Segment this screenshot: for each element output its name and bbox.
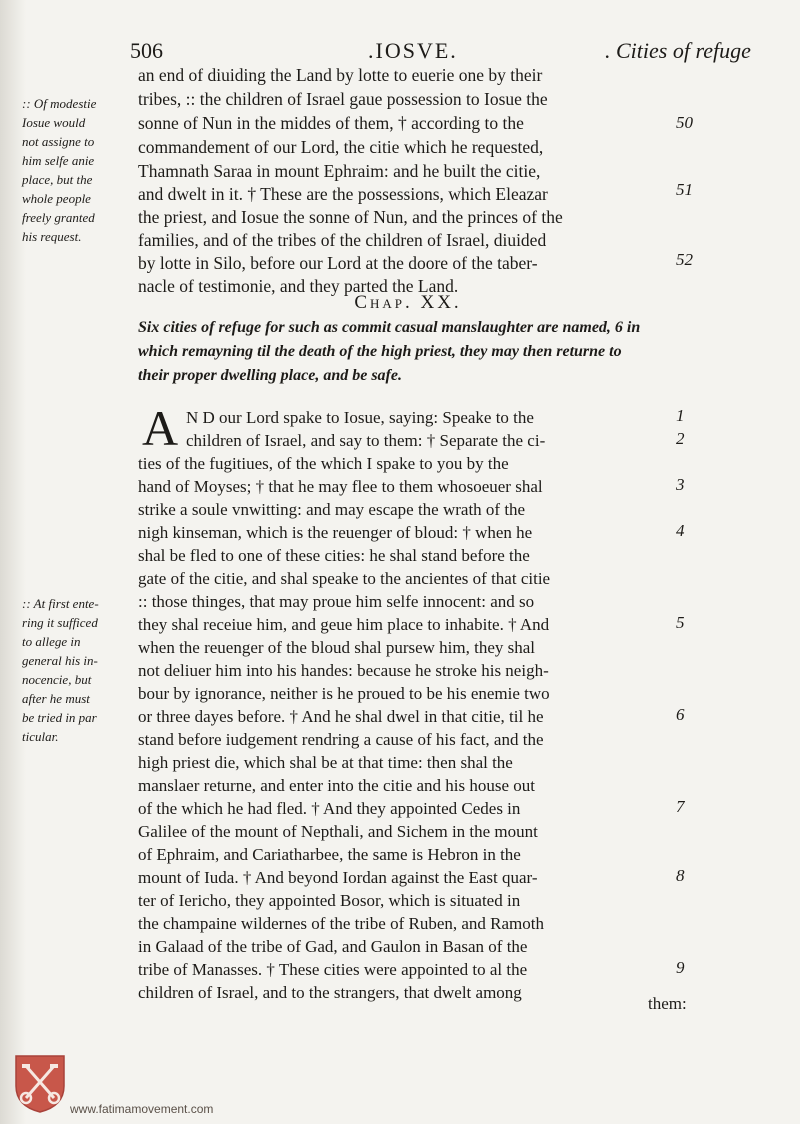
margin-note-line: general his in- (22, 653, 98, 668)
text-line: shal be fled to one of these cities: he shal stand before the (138, 546, 530, 565)
verse-number: 2 (676, 429, 685, 448)
text-line: or three dayes before. † And he shal dwel in that citie, til he (138, 707, 544, 726)
text-line: families, and of the tribes of the children of Israel, diuided (138, 230, 547, 250)
verse-number: 5 (676, 613, 685, 632)
margin-note-line: ring it sufficed (22, 615, 98, 630)
margin-note-line: to allege in (22, 634, 81, 649)
book-title: .IOSVE. (368, 38, 458, 63)
text-line: tribe of Manasses. † These cities were appointed to al the (138, 960, 528, 979)
text-line: the champaine wildernes of the tribe of Ruben, and Ramoth (138, 914, 544, 933)
section-title: . Cities of refuge (605, 38, 751, 63)
text-line: hand of Moyses; † that he may flee to them whosoeuer shal (138, 477, 543, 496)
margin-note-line: his request. (22, 229, 82, 244)
text-line: bour by ignorance, neither is he proued to be his enemie two (138, 684, 550, 703)
catchword: them: (648, 994, 687, 1013)
margin-note-line: nocencie, but (22, 672, 92, 687)
text-line: nigh kinseman, which is the reuenger of bloud: † when he (138, 523, 533, 542)
margin-note-line: :: Of modestie (22, 96, 97, 111)
text-line: strike a soule vnwitting: and may escape the wrath of the (138, 500, 526, 519)
chapter-summary-line: Six cities of refuge for such as commit casual manslaughter are named, 6 in (138, 319, 641, 336)
footer-url[interactable]: www.fatimamovement.com (70, 1102, 214, 1116)
margin-note-line: him selfe anie (22, 153, 95, 168)
text-line: of the which he had fled. † And they appointed Cedes in (138, 799, 521, 818)
text-line: and dwelt in it. † These are the possessions, which Eleazar (138, 184, 548, 204)
verse-number: 3 (676, 475, 685, 494)
margin-note-line: ticular. (22, 729, 59, 744)
margin-note-line: be tried in par (22, 710, 97, 725)
verse-number: 9 (676, 958, 685, 977)
text-line: children of Israel, and to the strangers, that dwelt among (138, 983, 522, 1002)
keys-shield-logo-icon (12, 1052, 68, 1114)
text-line: Thamnath Saraa in mount Ephraim: and he built the citie, (138, 161, 541, 181)
text-line: :: those thinges, that may proue him selfe innocent: and so (138, 592, 535, 611)
verse-number: 7 (676, 797, 685, 816)
verse-number: 50 (676, 113, 693, 132)
text-line: high priest die, which shal be at that time: then shal the (138, 753, 513, 772)
text-line: ties of the fugitiues, of the which I spake to you by the (138, 454, 509, 473)
text-line: not deliuer him into his handes: because he stroke his neigh- (138, 661, 549, 680)
text-line: stand before iudgement rendring a cause of his fact, and the (138, 730, 544, 749)
text-line: commandement of our Lord, the citie which he requested, (138, 137, 544, 157)
margin-note-line: :: At first ente- (22, 596, 99, 611)
text-line: mount of Iuda. † And beyond Iordan against the East quar- (138, 868, 538, 887)
margin-note-line: freely granted (22, 210, 95, 225)
chapter-summary-line: their proper dwelling place, and be safe. (138, 367, 402, 384)
text-line: the priest, and Iosue the sonne of Nun, and the princes of the (138, 207, 563, 227)
text-line: children of Israel, and say to them: † Separate the ci- (186, 431, 546, 450)
text-line: sonne of Nun in the middes of them, † according to the (138, 113, 524, 133)
verse-number: 1 (676, 406, 685, 425)
margin-note-line: after he must (22, 691, 90, 706)
text-line: in Galaad of the tribe of Gad, and Gaulon in Basan of the (138, 937, 528, 956)
margin-note-line: Iosue would (22, 115, 86, 130)
text-line: ter of Iericho, they appointed Bosor, which is situated in (138, 891, 521, 910)
text-line: an end of diuiding the Land by lotte to euerie one by their (138, 65, 543, 85)
margin-note-line: whole people (22, 191, 91, 206)
text-line: manslaer returne, and enter into the citie and his house out (138, 776, 536, 795)
text-line: by lotte in Silo, before our Lord at the doore of the taber- (138, 253, 538, 273)
verse-number: 6 (676, 705, 685, 724)
text-line: gate of the citie, and shal speake to the ancientes of that citie (138, 569, 551, 588)
chapter-heading: Chap. XX. (354, 292, 462, 313)
text-line: N D our Lord spake to Iosue, saying: Speake to the (186, 408, 534, 427)
verse-number: 52 (676, 250, 693, 269)
margin-note-line: not assigne to (22, 134, 95, 149)
margin-note-line: place, but the (22, 172, 93, 187)
page-number: 506 (130, 38, 163, 63)
text-line: when the reuenger of the bloud shal pursew him, they shal (138, 638, 536, 657)
verse-number: 8 (676, 866, 685, 885)
verse-number: 4 (676, 521, 685, 540)
chapter-summary-line: which remayning til the death of the high priest, they may then returne to (138, 343, 622, 360)
text-line: tribes, :: the children of Israel gaue possession to Iosue the (138, 89, 548, 109)
text-line: they shal receiue him, and geue him place to inhabite. † And (138, 615, 550, 634)
verse-number: 51 (676, 180, 693, 199)
text-line: Galilee of the mount of Nepthali, and Sichem in the mount (138, 822, 538, 841)
text-line: of Ephraim, and Cariatharbee, the same is Hebron in the (138, 845, 521, 864)
drop-cap: A (142, 400, 179, 456)
text-line: nacle of testimonie, and they parted the Land. (138, 276, 459, 296)
